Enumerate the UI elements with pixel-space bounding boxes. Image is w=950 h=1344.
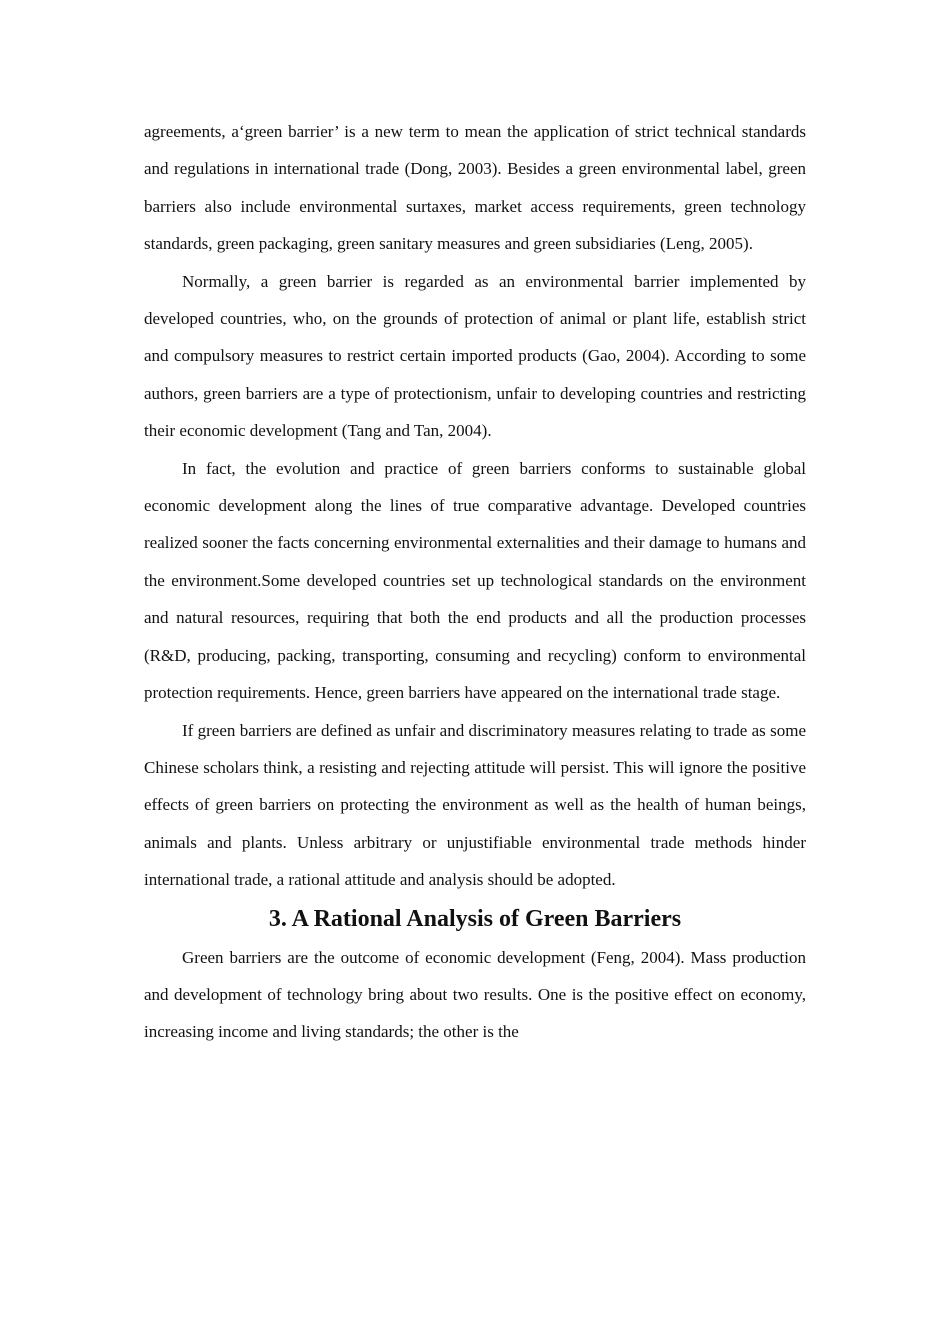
paragraph-continued: agreements, a‘green barrier’ is a new term to mean the application of strict technical standards and regulations in international trade (Dong, 2003). Besides a green environmental label, green barriers also include environmental surtaxes, market access requirements, green technology standards, green packaging, green sanitary measures and green subsidiaries (Leng, 2005). <box>144 122 806 254</box>
document-page <box>144 113 806 1051</box>
paragraph: Green barriers are the outcome of economic development (Feng, 2004). Mass production and development of technology bring about two results. One is the positive effect on economy, increasing income and living standards; the other is the <box>144 947 806 1042</box>
section-heading: 3. A Rational Analysis of Green Barriers <box>268 905 682 932</box>
paragraph: In fact, the evolution and practice of green barriers conforms to sustainable global economic development along the lines of true comparative advantage. Developed countries realized sooner the facts concerning environmental externalities and their damage to humans and the environment.Some developed countries set up technological standards on the environment and natural resources, requiring that both the end products and all the production processes (R&D, producing, packing, transporting, consuming and recycling) conform to environmental protection requirements. Hence, green barriers have appeared on the international trade stage. <box>144 458 806 703</box>
paragraph: Normally, a green barrier is regarded as an environmental barrier implemented by developed countries, who, on the grounds of protection of animal or plant life, establish strict and compulsory measures to restrict certain imported products (Gao, 2004). According to some authors, green barriers are a type of protectionism, unfair to developing countries and restricting their economic development (Tang and Tan, 2004). <box>144 271 806 441</box>
paragraph: If green barriers are defined as unfair and discriminatory measures relating to trade as some Chinese scholars think, a resisting and rejecting attitude will persist. This will ignore the positive effects of green barriers on protecting the environment as well as the health of human beings, animals and plants. Unless arbitrary or unjustifiable environmental trade methods hinder international trade, a rational attitude and analysis should be adopted. <box>144 720 806 890</box>
